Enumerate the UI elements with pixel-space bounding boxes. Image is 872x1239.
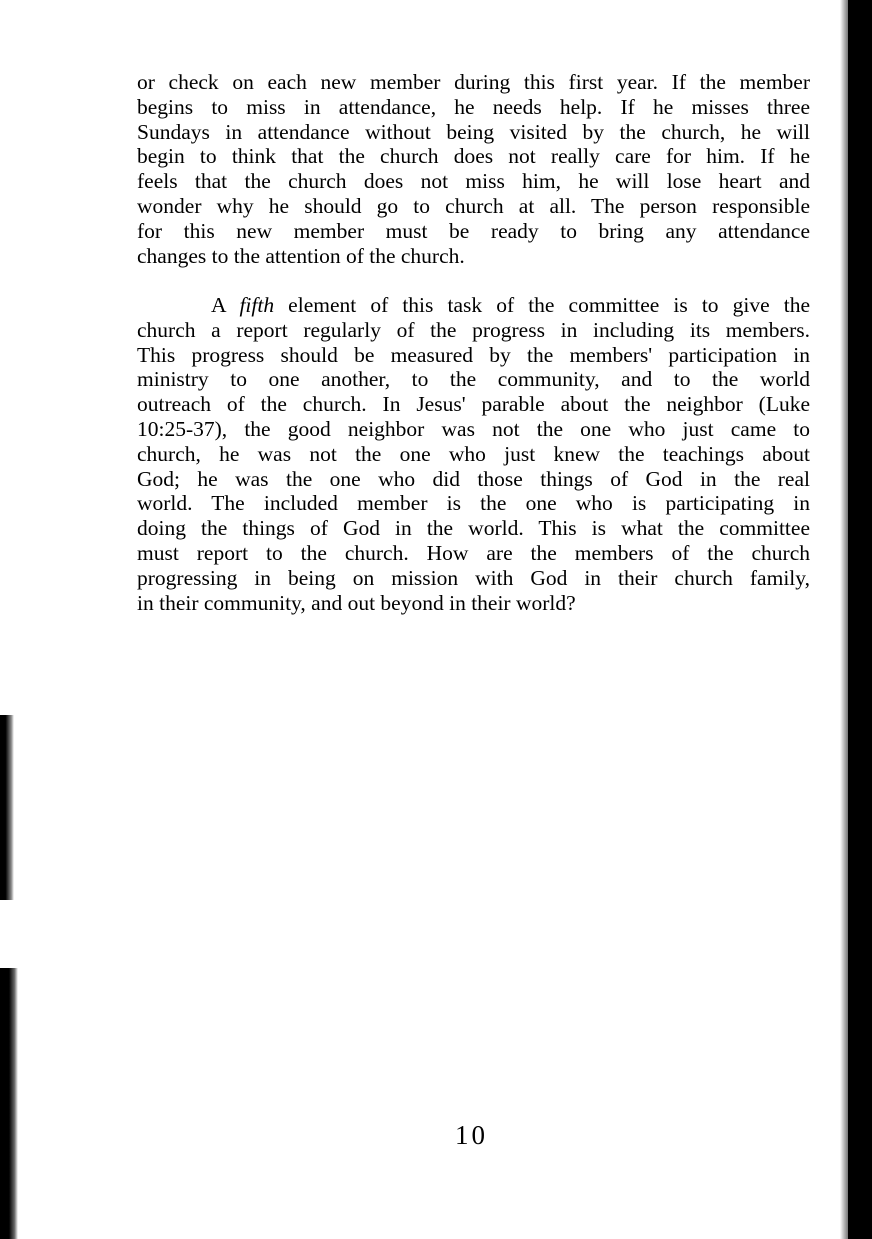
text-line: ministry to one another, to the community, and to the world (137, 367, 810, 392)
text-line: Sundays in attendance without being visited by the church, he will (137, 119, 810, 144)
scan-edge-right (846, 0, 872, 1239)
paragraph-1 (137, 70, 810, 268)
emphasis-fifth: fifth (239, 293, 275, 317)
scan-edge-left-top (0, 715, 14, 900)
text-line: wonder why he should go to church at all. The person responsible (137, 193, 810, 218)
text-line: progressing in being on mission with God in their church family, (137, 565, 810, 590)
page-number: 10 (455, 1120, 488, 1150)
text-line: world. The included member is the one who is participating in (137, 491, 810, 516)
text-line: 10:25-37), the good neighbor was not the one who just came to (137, 416, 810, 441)
text-line: must report to the church. How are the members of the church (137, 540, 810, 565)
text-run: A (211, 293, 240, 317)
text-line: changes to the attention of the church. (137, 243, 465, 268)
paragraph-2 (137, 293, 810, 615)
text-line: doing the things of God in the world. This is what the committee (137, 516, 810, 541)
text-line: or check on each new member during this first year. If the member (137, 70, 810, 94)
scan-edge-left-bottom (0, 968, 18, 1239)
text-line: for this new member must be ready to bring any attendance (137, 218, 810, 243)
text-line-first (137, 293, 810, 318)
text-line: church, he was not the one who just knew the teachings about (137, 441, 810, 466)
text-line: begin to think that the church does not really care for him. If he (137, 144, 810, 169)
text-line: church a report regularly of the progress in including its members. (137, 317, 810, 342)
text-line: This progress should be measured by the members' participation in (137, 342, 810, 367)
text-line: outreach of the church. In Jesus' parable about the neighbor (Luke (137, 392, 810, 417)
text-line: God; he was the one who did those things of God in the real (137, 466, 810, 491)
text-line: begins to miss in attendance, he needs help. If he misses three (137, 94, 810, 119)
text-line: feels that the church does not miss him, he will lose heart and (137, 169, 810, 194)
text-line: in their community, and out beyond in their world? (137, 590, 576, 615)
text-run: element of this task of the committee is to give the (274, 293, 811, 317)
